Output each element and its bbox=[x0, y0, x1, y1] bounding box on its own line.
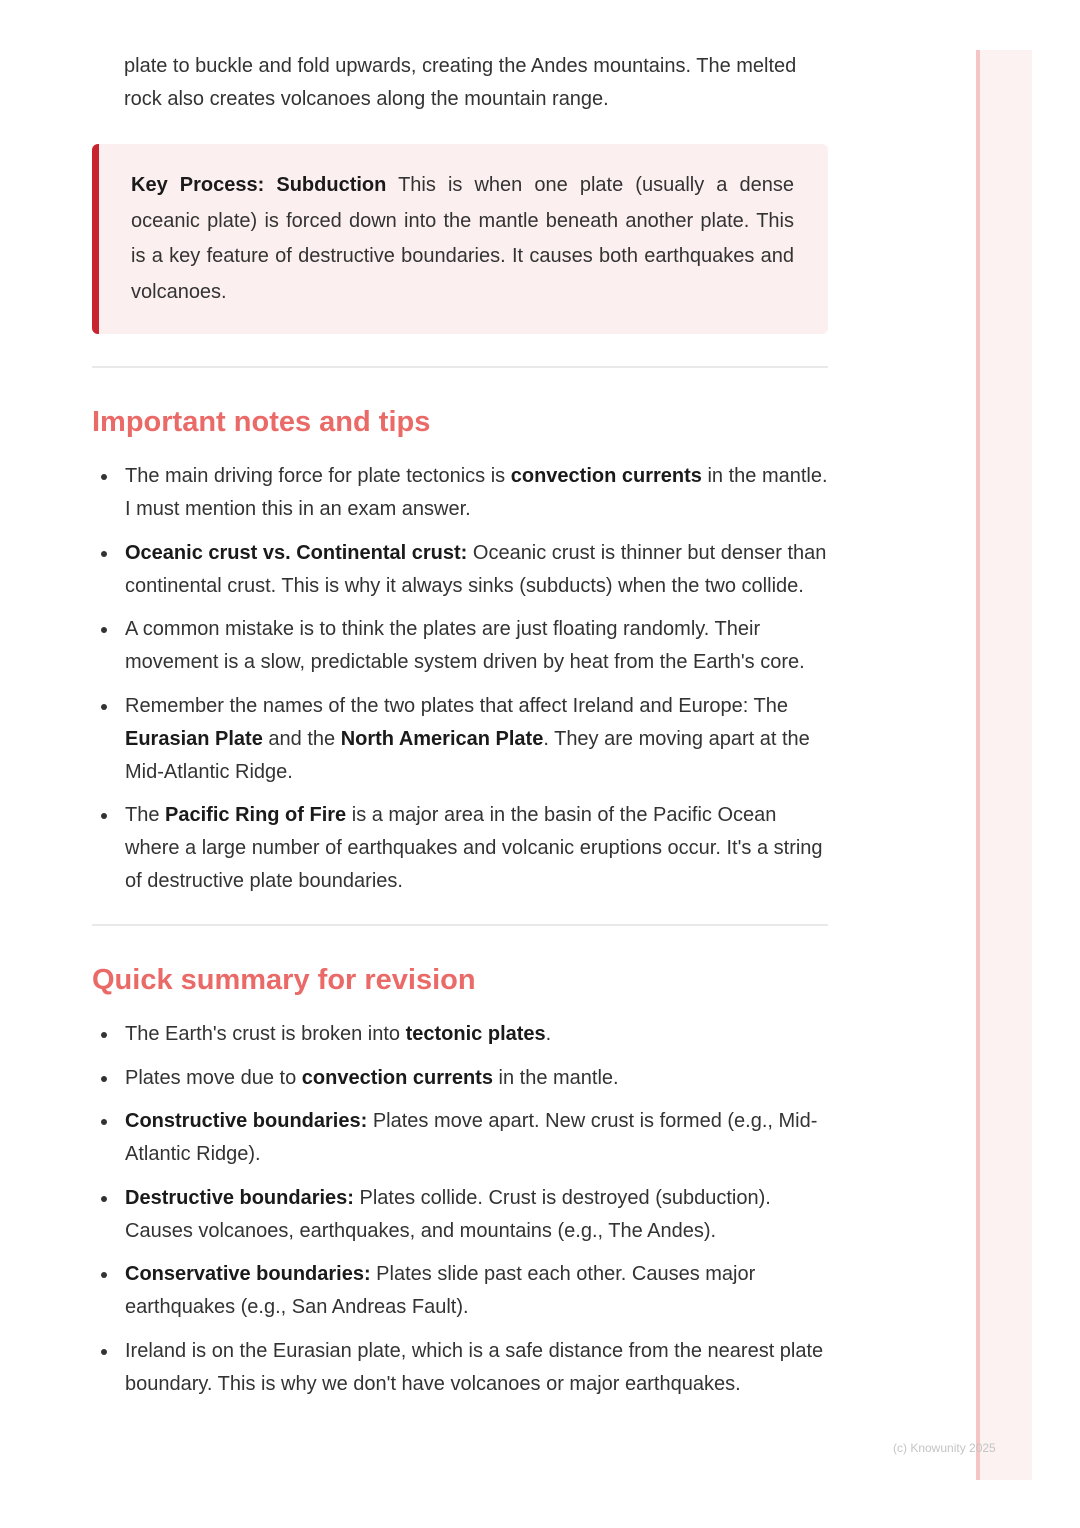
bullet-icon bbox=[101, 627, 107, 633]
list-item bbox=[92, 613, 828, 679]
section-divider bbox=[92, 366, 828, 368]
bullet-icon bbox=[101, 813, 107, 819]
callout-text: This is when one plate (usually a dense oceanic plate) is forced down into the mantle beneath another plate. This is a key feature of destructive boundaries. It causes both earthquakes and volcanoes. bbox=[131, 174, 794, 303]
item-text: The bbox=[125, 804, 166, 826]
list-item bbox=[92, 1258, 828, 1324]
bullet-icon bbox=[101, 474, 107, 480]
side-panel-rule bbox=[976, 50, 980, 1480]
notes-heading: Important notes and tips bbox=[92, 406, 431, 438]
list-item bbox=[92, 460, 828, 526]
callout-accent-bar bbox=[92, 144, 99, 334]
item-text: Plates collide. Crust is destroyed (subduction). Causes volcanoes, earthquakes, and mountains (e.g., The Andes). bbox=[125, 1186, 771, 1242]
list-item bbox=[92, 1335, 828, 1401]
bold-term: Eurasian Plate bbox=[125, 727, 263, 750]
bold-term: Oceanic crust vs. Continental crust: bbox=[125, 541, 468, 564]
item-text: . bbox=[545, 1023, 552, 1045]
bullet-icon bbox=[101, 1032, 107, 1038]
item-text: in the mantle. I must mention this in an exam answer. bbox=[125, 465, 828, 520]
bullet-icon bbox=[101, 1119, 107, 1125]
list-item bbox=[92, 1018, 828, 1051]
section-divider bbox=[92, 924, 828, 926]
list-item bbox=[92, 1062, 828, 1095]
item-text: is a major area in the basin of the Pacific Ocean where a large number of earthquakes and volcanic eruptions occur. It's a string of destructive plate boundaries. bbox=[125, 804, 823, 892]
bold-term: Conservative boundaries: bbox=[125, 1263, 371, 1285]
item-text: Plates move apart. New crust is formed (e.g., Mid-Atlantic Ridge). bbox=[125, 1110, 818, 1165]
bold-term: Destructive boundaries: bbox=[125, 1186, 354, 1209]
list-item bbox=[92, 690, 828, 789]
item-text: A common mistake is to think the plates are just floating randomly. Their movement is a slow, predictable system driven by heat from the Earth's core. bbox=[125, 618, 805, 673]
document-body bbox=[92, 0, 828, 1411]
bold-term: Pacific Ring of Fire bbox=[165, 804, 347, 826]
list-item bbox=[92, 1182, 828, 1248]
bullet-icon bbox=[101, 1196, 107, 1202]
bullet-icon bbox=[101, 1349, 107, 1355]
bullet-icon bbox=[101, 704, 107, 710]
list-item bbox=[92, 799, 828, 898]
bullet-icon bbox=[101, 1272, 107, 1278]
item-text: and the bbox=[262, 727, 341, 750]
bold-term: convection currents bbox=[301, 1066, 493, 1089]
item-text: Ireland is on the Eurasian plate, which is a safe distance from the nearest plate boundary. This is why we don't have volcanoes or major earthquakes. bbox=[125, 1339, 824, 1395]
summary-list bbox=[92, 1018, 828, 1401]
item-text: The main driving force for plate tectonics is bbox=[125, 465, 511, 487]
notes-list bbox=[92, 460, 828, 898]
side-panel bbox=[976, 50, 1032, 1480]
key-process-callout bbox=[92, 144, 828, 334]
callout-title: Key Process: Subduction bbox=[131, 174, 387, 196]
bold-term: Constructive boundaries: bbox=[125, 1110, 368, 1132]
bold-term: convection currents bbox=[510, 465, 702, 487]
bullet-icon bbox=[101, 551, 107, 557]
list-item bbox=[92, 537, 828, 603]
bullet-icon bbox=[101, 1076, 107, 1082]
summary-heading: Quick summary for revision bbox=[92, 964, 476, 996]
copyright-watermark: (c) Knowunity 2025 bbox=[893, 1441, 996, 1455]
item-text: . They are moving apart at the Mid-Atlantic Ridge. bbox=[125, 727, 810, 783]
item-text: The Earth's crust is broken into bbox=[125, 1023, 406, 1045]
bold-term: North American Plate bbox=[340, 727, 544, 750]
item-text: Remember the names of the two plates that affect Ireland and Europe: The bbox=[125, 694, 788, 717]
continued-paragraph: plate to buckle and fold upwards, creating the Andes mountains. The melted rock also creates volcanoes along the mountain range. bbox=[124, 55, 797, 110]
bold-term: tectonic plates bbox=[405, 1023, 546, 1045]
list-item bbox=[92, 1105, 828, 1171]
item-text: Plates slide past each other. Causes major earthquakes (e.g., San Andreas Fault). bbox=[125, 1263, 756, 1318]
item-text: Plates move due to bbox=[125, 1066, 302, 1089]
item-text: Oceanic crust is thinner but denser than continental crust. This is why it always sinks (subducts) when the two collide. bbox=[125, 541, 827, 597]
item-text: in the mantle. bbox=[492, 1066, 619, 1089]
